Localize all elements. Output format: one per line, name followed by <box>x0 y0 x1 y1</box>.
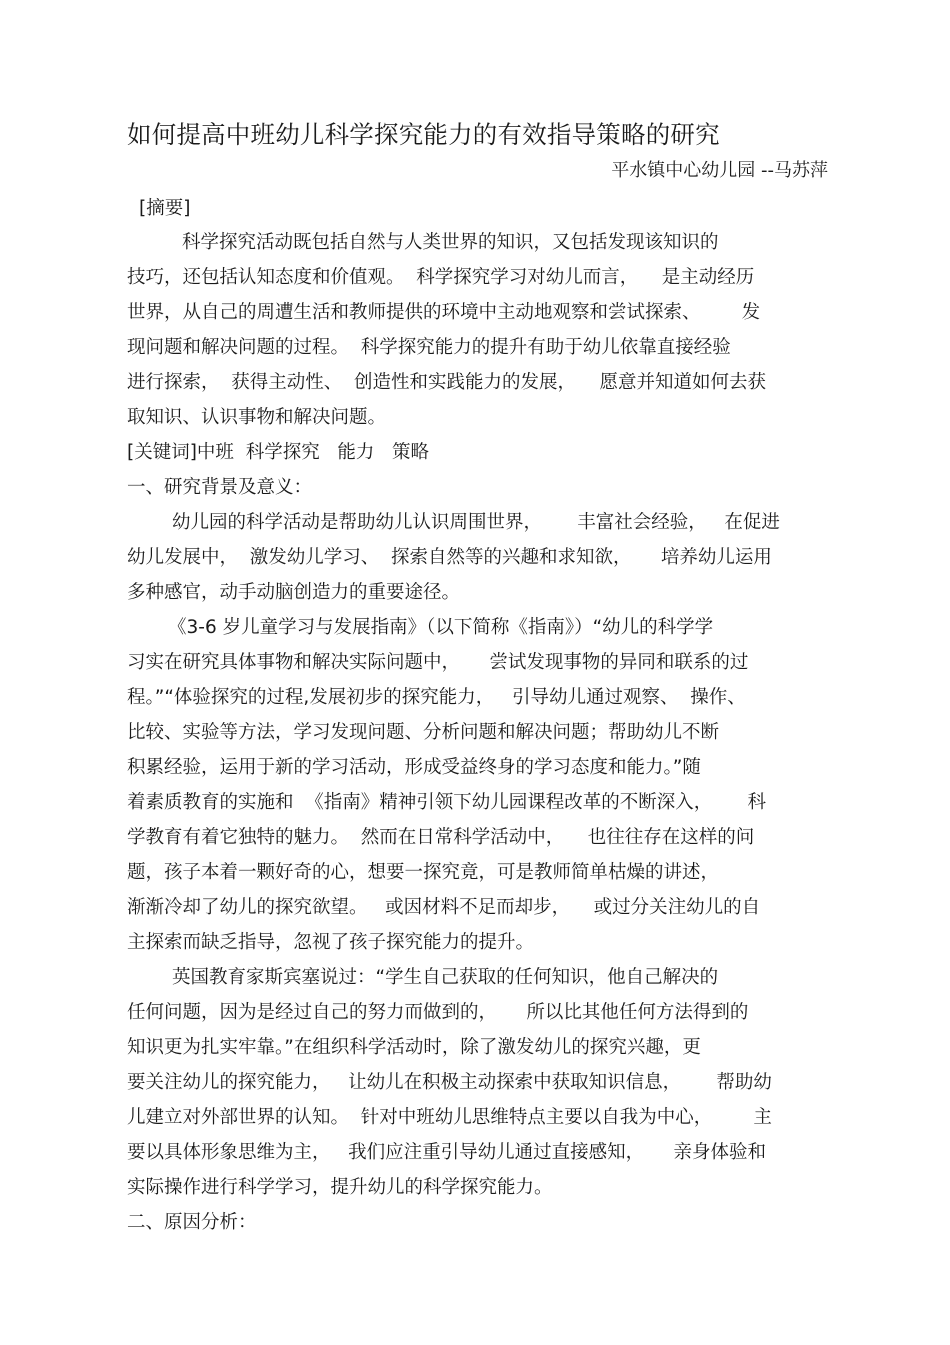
text-line: 幼儿发展中， 激发幼儿学习、 探索自然等的兴趣和求知欲， 培养幼儿运用 <box>127 547 772 568</box>
text-line: 儿建立对外部世界的认知。 针对中班幼儿思维特点主要以自我为中心， 主 <box>127 1107 772 1128</box>
text-line: 程。”“体验探究的过程,发展初步的探究能力， 引导幼儿通过观察、 操作、 <box>127 687 746 708</box>
text-line: 学教育有着它独特的魅力。 然而在日常科学活动中， 也往往存在这样的问 <box>127 827 755 848</box>
document-title: 如何提高中班幼儿科学探究能力的有效指导策略的研究 <box>127 120 720 149</box>
text-line: 科学探究活动既包括自然与人类世界的知识，又包括发现该知识的 <box>182 232 719 253</box>
text-line: 《3-6 岁儿童学习与发展指南》（以下简称《指南》）“幼儿的科学学 <box>168 617 714 638</box>
text-line: 主探索而缺乏指导，忽视了孩子探究能力的提升。 <box>127 932 535 953</box>
text-line: 比较、实验等方法，学习发现问题、分析问题和解决问题；帮助幼儿不断 <box>127 722 720 743</box>
document-author: 平水镇中心幼儿园 --马苏萍 <box>611 160 828 181</box>
text-line: 知识更为扎实牢靠。”在组织科学活动时，除了激发幼儿的探究兴趣，更 <box>127 1037 701 1058</box>
text-line: 积累经验，运用于新的学习活动，形成受益终身的学习态度和能力。”随 <box>127 757 701 778</box>
abstract-label: [摘要] <box>139 198 191 219</box>
text-line: 题，孩子本着一颗好奇的心，想要一探究竟，可是教师简单枯燥的讲述， <box>127 862 720 883</box>
text-line: 英国教育家斯宾塞说过：“学生自己获取的任何知识，他自己解决的 <box>172 967 719 988</box>
text-line: 世界，从自己的周遭生活和教师提供的环境中主动地观察和尝试探索、 发 <box>127 302 761 323</box>
text-line: 取知识、认识事物和解决问题。 <box>127 407 387 428</box>
text-line: 实际操作进行科学学习，提升幼儿的科学探究能力。 <box>127 1177 553 1198</box>
text-line: 进行探索， 获得主动性、 创造性和实践能力的发展， 愿意并知道如何去获 <box>127 372 767 393</box>
text-line: 技巧，还包括认知态度和价值观。 科学探究学习对幼儿而言， 是主动经历 <box>127 267 755 288</box>
keywords-line: [关键词]中班 科学探究 能力 策略 <box>127 442 429 463</box>
text-line: 着素质教育的实施和 《指南》精神引领下幼儿园课程改革的不断深入， 科 <box>127 792 767 813</box>
section-heading: 二、原因分析： <box>127 1212 257 1233</box>
text-line: 要关注幼儿的探究能力， 让幼儿在积极主动探索中获取知识信息， 帮助幼 <box>127 1072 772 1093</box>
text-line: 任何问题，因为是经过自己的努力而做到的， 所以比其他任何方法得到的 <box>127 1002 749 1023</box>
text-line: 多种感官，动手动脑创造力的重要途径。 <box>127 582 461 603</box>
text-line: 习实在研究具体事物和解决实际问题中， 尝试发现事物的异同和联系的过 <box>127 652 749 673</box>
text-line: 现问题和解决问题的过程。 科学探究能力的提升有助于幼儿依靠直接经验 <box>127 337 731 358</box>
text-line: 渐渐冷却了幼儿的探究欲望。 或因材料不足而却步， 或过分关注幼儿的自 <box>127 897 761 918</box>
text-line: 要以具体形象思维为主， 我们应注重引导幼儿通过直接感知， 亲身体验和 <box>127 1142 767 1163</box>
text-line: 幼儿园的科学活动是帮助幼儿认识周围世界， 丰富社会经验， 在促进 <box>172 512 780 533</box>
section-heading: 一、研究背景及意义： <box>127 477 313 498</box>
